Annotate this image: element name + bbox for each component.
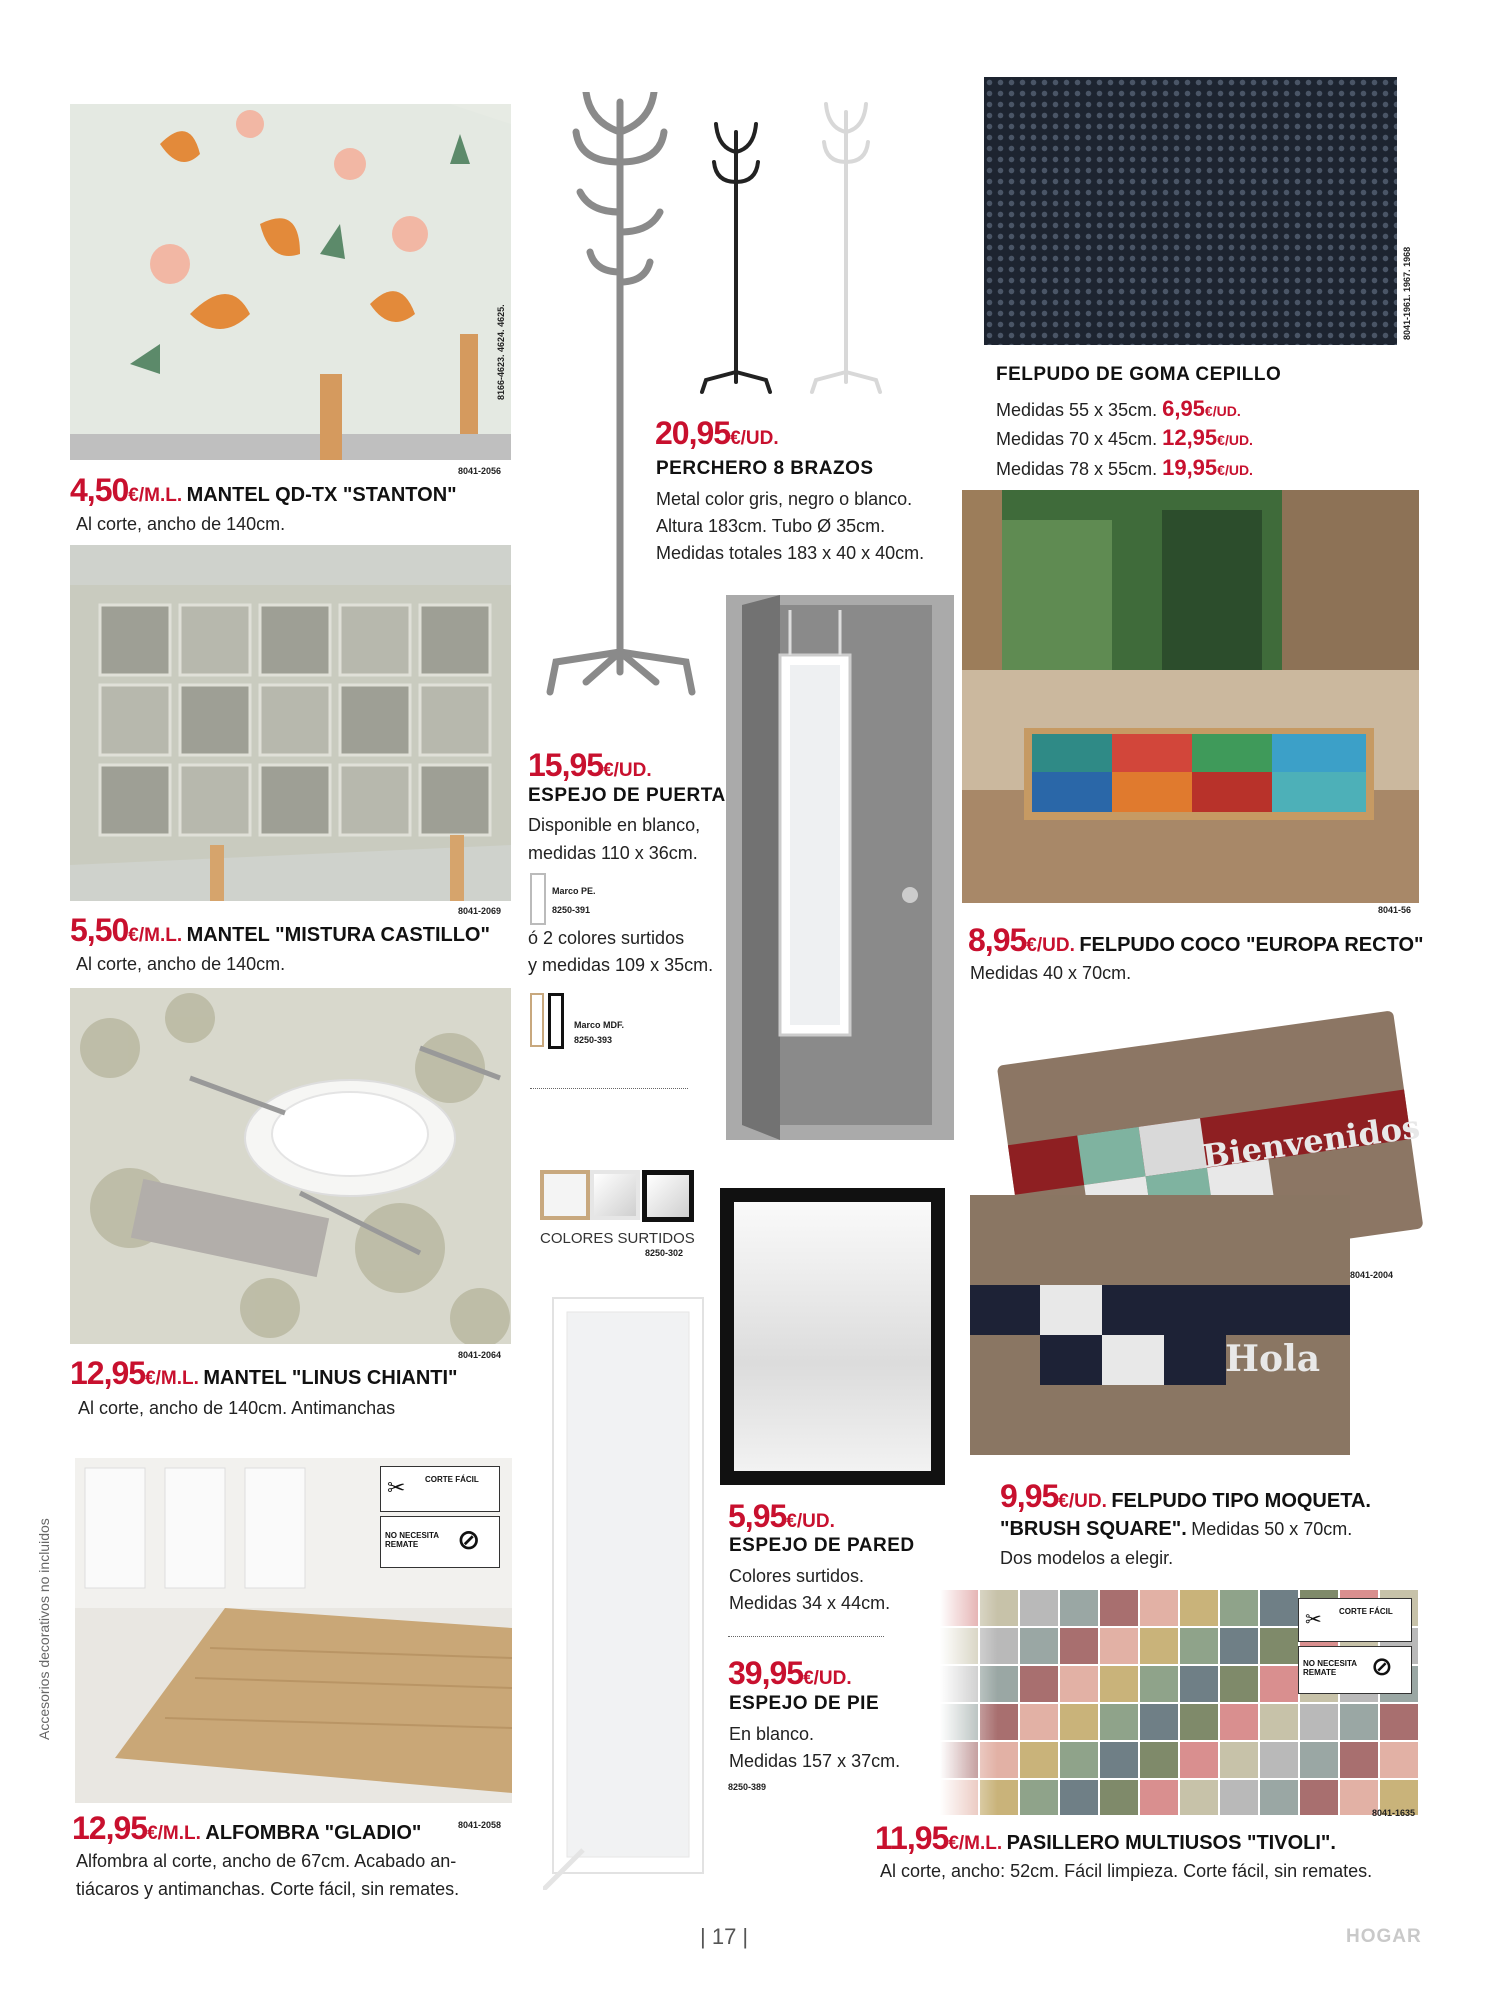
goma-size-2: Medidas 70 x 45cm. 12,95€/UD. <box>996 425 1253 450</box>
linus-price-unit: €/M.L. <box>145 1368 199 1389</box>
moqueta-doormats-image <box>970 985 1430 1465</box>
gladio-no-remate-badge <box>380 1516 500 1568</box>
marco-mdf-swatch-wood <box>530 993 544 1047</box>
puerta-divider <box>530 1088 688 1089</box>
stanton-desc: Al corte, ancho de 140cm. <box>76 514 286 534</box>
page-number: | 17 | <box>700 1924 749 1949</box>
marco-pe-code: 8250-391 <box>552 905 591 915</box>
goma-price-1: 6,95€/UD. <box>1162 396 1241 421</box>
pie-price: 39,95€/UD. <box>728 1655 852 1691</box>
moqueta-price: 9,95 <box>1000 1478 1059 1514</box>
pie-desc-2: Medidas 157 x 37cm. <box>729 1751 901 1771</box>
pared-swatch-label: COLORES SURTIDOS <box>540 1230 695 1247</box>
tivoli-price: 11,95 <box>875 1820 949 1856</box>
goma-size-1: Medidas 55 x 35cm. 6,95€/UD. <box>996 396 1241 421</box>
stanton-price-line <box>70 472 457 509</box>
wall-mirror-image <box>720 1188 945 1485</box>
stanton-price: 4,50 <box>70 472 129 508</box>
side-note: Accesorios decorativos no incluidos <box>36 1518 52 1740</box>
linus-price-line <box>70 1355 458 1392</box>
pared-divider <box>728 1636 884 1637</box>
moqueta-price-line <box>1000 1478 1371 1515</box>
tivoli-price-line <box>875 1820 1336 1857</box>
goma-price-2: 12,95€/UD. <box>1162 425 1253 450</box>
moqueta-title-1: FELPUDO TIPO MOQUETA. <box>1111 1490 1371 1512</box>
coco-code: 8041-56 <box>1378 905 1412 915</box>
coco-price: 8,95 <box>968 922 1027 958</box>
perchero-price: 20,95€/UD. <box>655 415 779 451</box>
linus-price: 12,95 <box>70 1355 146 1391</box>
moqueta-price-unit: €/UD. <box>1058 1491 1107 1512</box>
gladio-badge-top-label: CORTE FÁCIL <box>425 1475 479 1484</box>
marco-mdf-label: Marco MDF. <box>574 1020 625 1030</box>
stanton-code: 8041-2056 <box>458 466 502 476</box>
tivoli-badge-bottom-label: NO NECESITA REMATE <box>1303 1659 1357 1677</box>
gladio-price-unit: €/M.L. <box>147 1823 201 1844</box>
marco-pe-swatch <box>530 873 546 925</box>
gladio-code: 8041-2058 <box>458 1820 502 1830</box>
gladio-title: ALFOMBRA "GLADIO" <box>205 1822 422 1844</box>
marco-mdf-code: 8250-393 <box>574 1035 613 1045</box>
gladio-badge-bottom-label: NO NECESITA REMATE <box>385 1531 439 1549</box>
moqueta-desc-1: Medidas 50 x 70cm. <box>1191 1519 1353 1539</box>
coco-price-line <box>968 922 1423 959</box>
swatch-white <box>590 1170 640 1220</box>
puerta-price: 15,95€/UD. <box>528 747 652 783</box>
moqueta-line-2 <box>1000 1516 1352 1543</box>
stanton-price-unit: €/M.L. <box>128 485 183 506</box>
pared-swatch-code: 8250-302 <box>645 1248 684 1258</box>
scissors-icon: ✂ <box>1305 1609 1322 1631</box>
perchero-desc-3: Medidas totales 183 x 40 x 40cm. <box>656 543 925 563</box>
no-needle-icon: ⊘ <box>1371 1651 1393 1681</box>
puerta-desc-2: medidas 110 x 36cm. <box>528 843 698 863</box>
gladio-desc-1: Alfombra al corte, ancho de 67cm. Acabado an- <box>76 1851 457 1871</box>
tivoli-title: PASILLERO MULTIUSOS "TIVOLI". <box>1006 1832 1336 1854</box>
pie-title: ESPEJO DE PIE <box>729 1693 880 1714</box>
mistura-tablecloth-image <box>70 545 511 901</box>
marco-mdf-swatch-black <box>548 993 564 1049</box>
linus-desc: Al corte, ancho de 140cm. Antimanchas <box>78 1398 396 1418</box>
pie-code: 8250-389 <box>728 1782 767 1792</box>
linus-code: 8041-2064 <box>458 1350 502 1360</box>
tivoli-price-unit: €/M.L. <box>948 1833 1003 1854</box>
gladio-price: 12,95 <box>72 1810 148 1846</box>
tivoli-corte-facil-badge <box>1298 1598 1412 1642</box>
mistura-price: 5,50 <box>70 912 129 948</box>
mistura-price-unit: €/M.L. <box>128 925 183 946</box>
pared-price: 5,95€/UD. <box>728 1498 835 1534</box>
puerta-title: ESPEJO DE PUERTA <box>528 785 726 806</box>
rubber-doormat-image <box>984 77 1397 345</box>
perchero-desc-1: Metal color gris, negro o blanco. <box>656 489 913 509</box>
coco-price-unit: €/UD. <box>1026 935 1075 956</box>
perchero-code: 8166-4623. 4624. 4625. <box>496 304 506 400</box>
moqueta-title-2: "BRUSH SQUARE". <box>1000 1518 1187 1540</box>
section-label: HOGAR <box>1346 1926 1422 1947</box>
coco-doormat-image <box>962 490 1419 903</box>
tivoli-badge-top-label: CORTE FÁCIL <box>1339 1607 1393 1616</box>
floor-mirror-image <box>543 1290 718 1890</box>
gladio-desc-2: tiácaros y antimanchas. Corte fácil, sin remates. <box>76 1879 460 1899</box>
mistura-title: MANTEL "MISTURA CASTILLO" <box>186 924 490 946</box>
coco-title: FELPUDO COCO "EUROPA RECTO" <box>1079 934 1424 956</box>
door-mirror-image <box>690 595 955 1140</box>
moqueta-code: 8041-2004 <box>1350 1270 1394 1280</box>
stanton-tablecloth-image <box>70 104 511 460</box>
mistura-price-line <box>70 912 490 949</box>
pie-desc-1: En blanco. <box>729 1724 815 1744</box>
perchero-title: PERCHERO 8 BRAZOS <box>656 458 874 479</box>
linus-title: MANTEL "LINUS CHIANTI" <box>203 1367 458 1389</box>
perchero-desc-2: Altura 183cm. Tubo Ø 35cm. <box>656 516 886 536</box>
tivoli-no-remate-badge <box>1298 1646 1412 1694</box>
puerta-desc-1: Disponible en blanco, <box>528 815 701 835</box>
swatch-natural <box>540 1170 590 1220</box>
linus-tablecloth-image <box>70 988 511 1344</box>
tivoli-desc: Al corte, ancho: 52cm. Fácil limpieza. Corte fácil, sin remates. <box>880 1861 1373 1881</box>
coco-desc: Medidas 40 x 70cm. <box>970 963 1132 983</box>
tivoli-code: 8041-1635 <box>1372 1808 1416 1818</box>
swatch-black <box>642 1170 694 1222</box>
moqueta-desc-2: Dos modelos a elegir. <box>1000 1548 1174 1568</box>
goma-price-3: 19,95€/UD. <box>1162 455 1253 480</box>
scissors-icon: ✂ <box>387 1475 406 1500</box>
pared-title: ESPEJO DE PARED <box>729 1535 915 1556</box>
pared-desc-2: Medidas 34 x 44cm. <box>729 1593 891 1613</box>
gladio-price-line <box>72 1810 421 1847</box>
moqueta-mat2-text: Hola <box>1225 1338 1321 1380</box>
moqueta-mat1-text: Bienvenidos <box>1200 1107 1423 1176</box>
gladio-corte-facil-badge <box>380 1466 500 1512</box>
marco-pe-label: Marco PE. <box>552 886 596 896</box>
goma-size-3: Medidas 78 x 55cm. 19,95€/UD. <box>996 455 1253 480</box>
pared-desc-1: Colores surtidos. <box>729 1566 865 1586</box>
puerta-desc-3: ó 2 colores surtidos <box>528 928 685 948</box>
mistura-code: 8041-2069 <box>458 906 502 916</box>
stanton-title: MANTEL QD-TX "STANTON" <box>186 484 457 506</box>
mistura-desc: Al corte, ancho de 140cm. <box>76 954 286 974</box>
no-needle-icon: ⊘ <box>457 1524 481 1555</box>
puerta-desc-4: y medidas 109 x 35cm. <box>528 955 714 975</box>
goma-title: FELPUDO DE GOMA CEPILLO <box>996 364 1282 385</box>
goma-code: 8041-1961. 1967. 1968 <box>1402 246 1412 340</box>
